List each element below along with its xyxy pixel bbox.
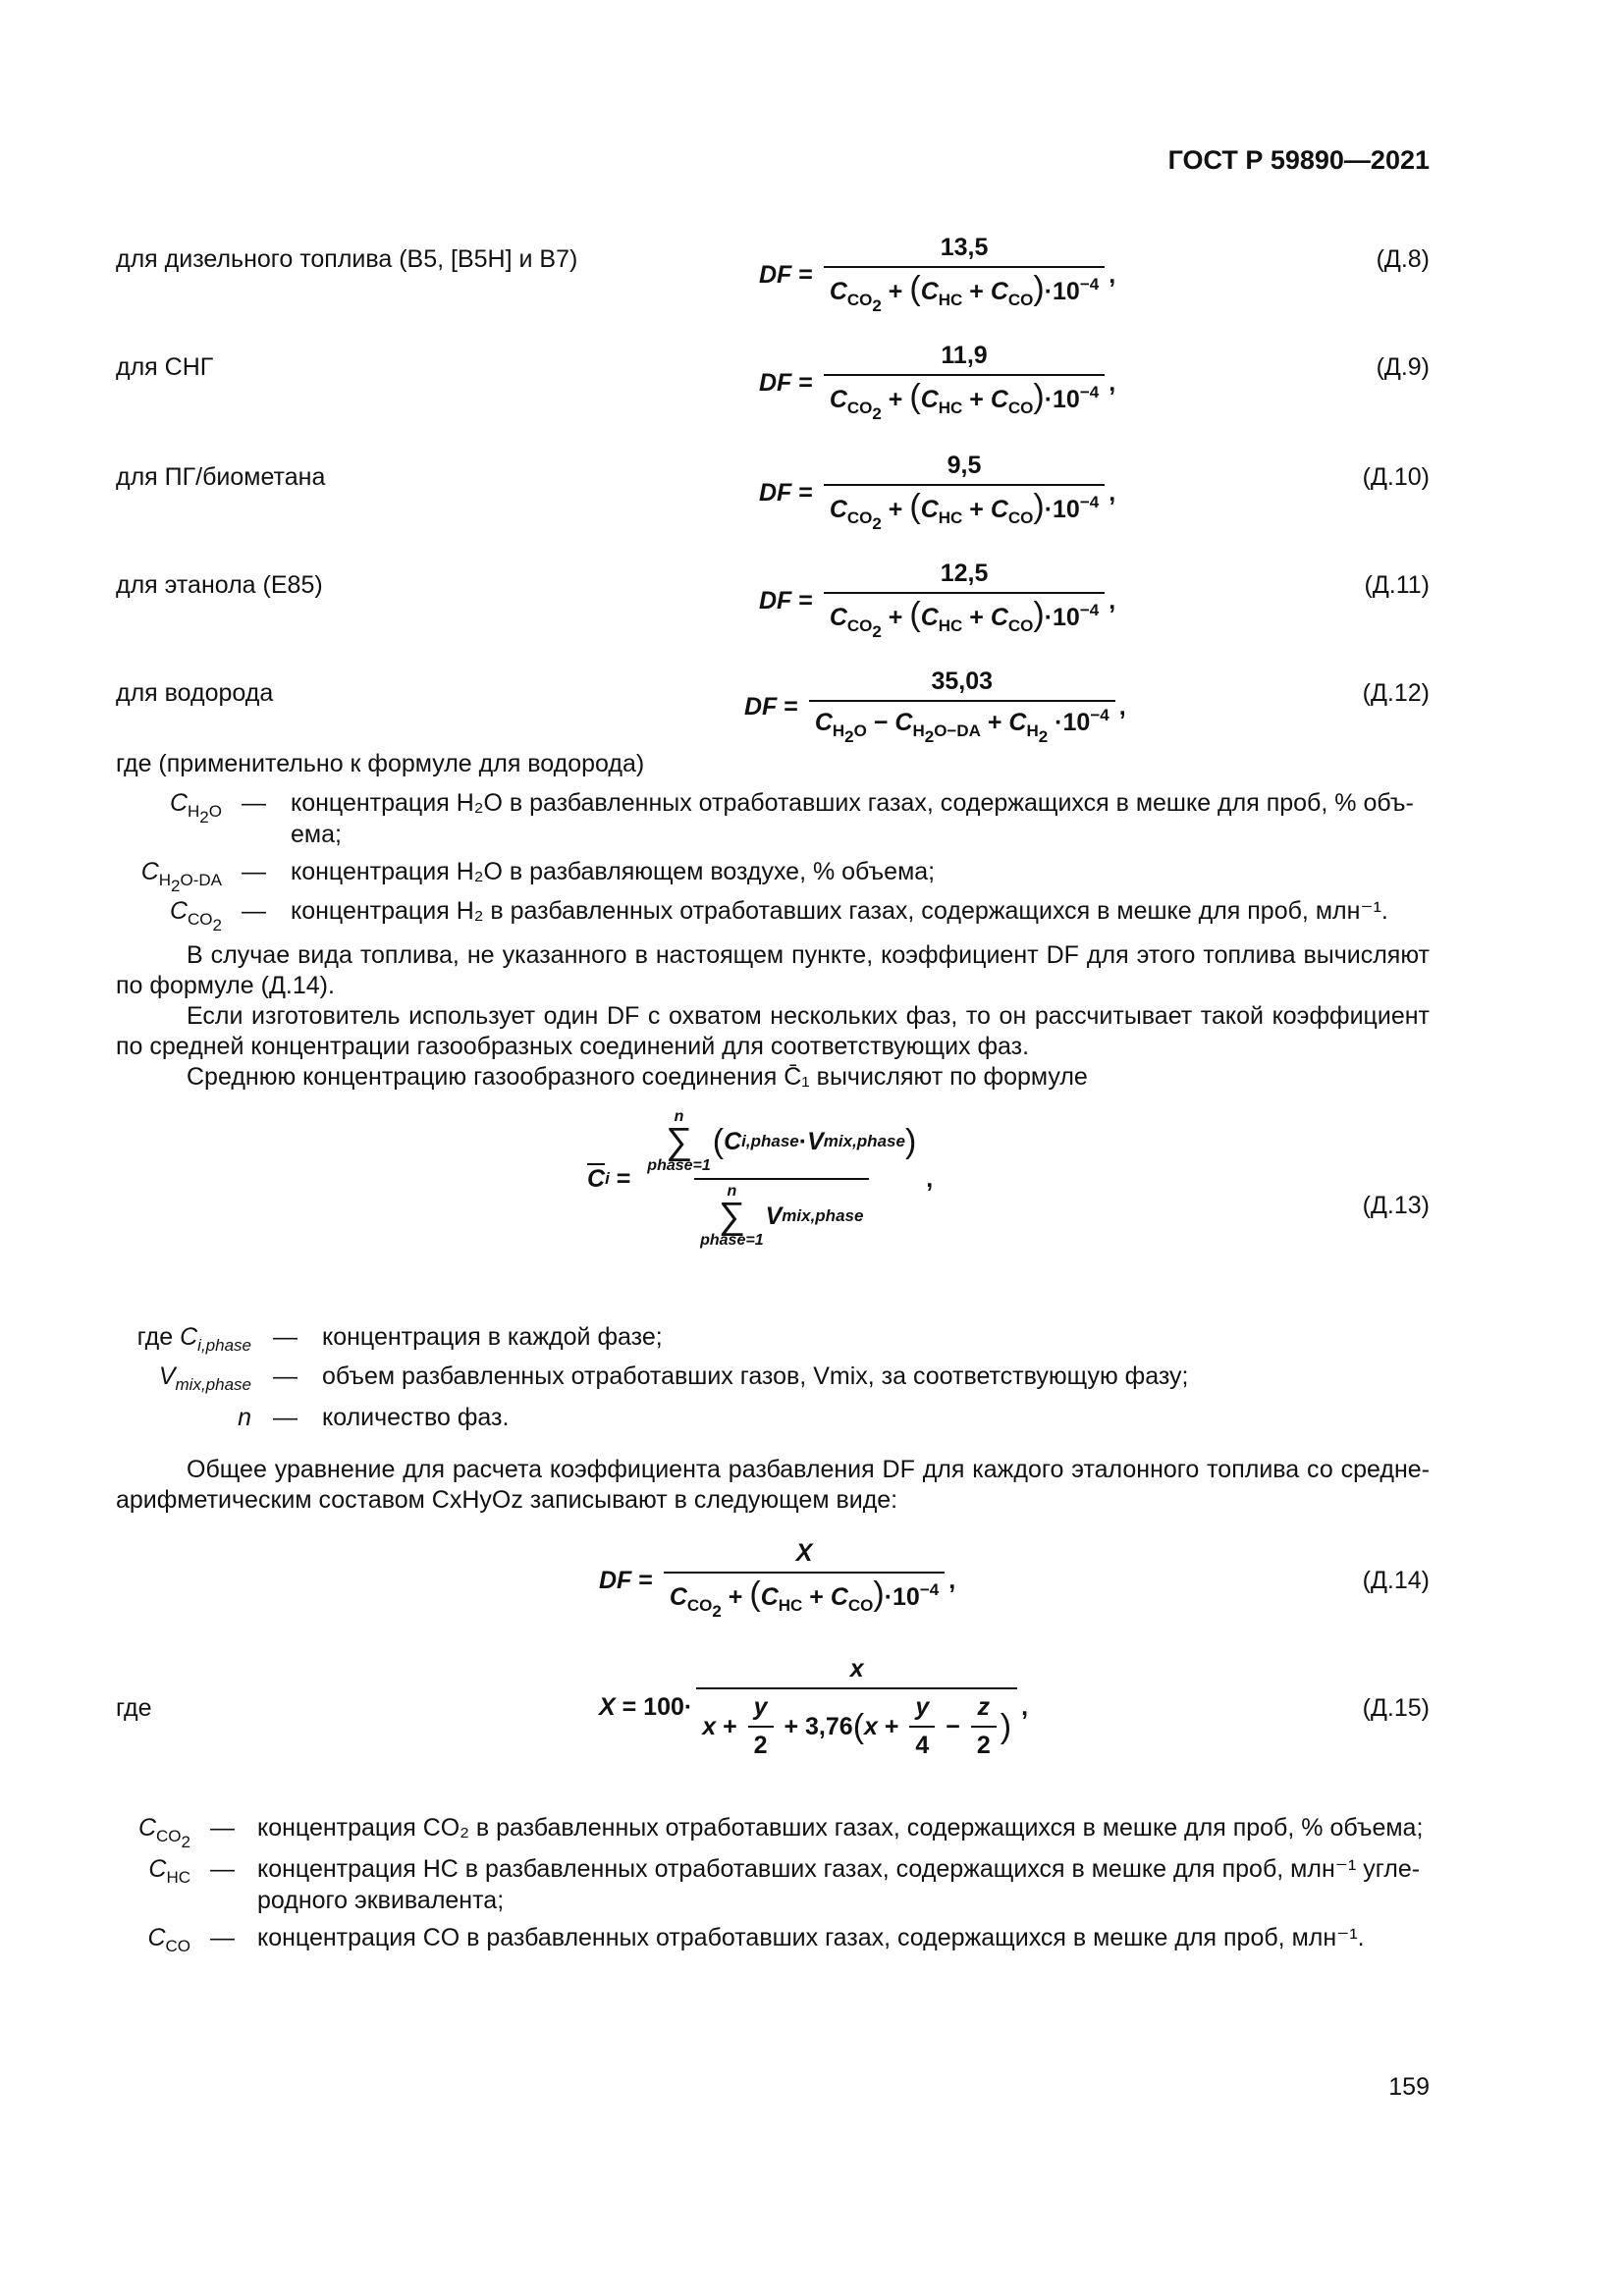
definition-item <box>0 1402 1434 1437</box>
numerator: 35,03 <box>931 667 994 695</box>
equation-number: (Д.14) <box>1362 1567 1430 1594</box>
definition-dash: — <box>242 897 266 925</box>
numerator: 11,9 <box>941 342 988 369</box>
definition-symbol: $C_{H2O-DA}$ <box>140 858 222 895</box>
document-id: ГОСТ Р 59890—2021 <box>1167 145 1430 175</box>
definition-item <box>0 895 1434 934</box>
equation-number: (Д.12) <box>1362 679 1430 707</box>
definition-text: количество фаз. <box>322 1404 510 1431</box>
paragraph: Среднюю концентрацию газообразного соединения C̄₁ вычисляют по формуле <box>187 1063 1088 1091</box>
paragraph: Общее уравнение для расчета коэффициента разбавления DF для каждого эталонного топлива со средне-арифметическим составом CxHyOz записывают в следующем виде: <box>116 1456 1430 1514</box>
numerator: 9,5 <box>947 452 982 479</box>
formula-label: для СНГ <box>116 353 214 381</box>
formula-label: для водорода <box>116 679 274 707</box>
numerator: 12,5 <box>940 560 989 587</box>
formula-row <box>116 342 1430 450</box>
formula-row <box>116 1109 1430 1276</box>
definition-item <box>0 1853 1434 1922</box>
definition-text: концентрация HC в разбавленных отработавших газах, содержащихся в мешке для проб, млн⁻¹ угле-родного эквивалента; <box>257 1855 1421 1914</box>
definition-text: концентрация H₂ в разбавленных отработавших газах, содержащихся в мешке для проб, млн⁻¹. <box>291 897 1388 925</box>
formula-x: X = 100· x x + $\frac{y}{2}$ + 3,76 ( x + $\frac{y}{4}$ − $\frac{z}{2}$ ) , <box>599 1655 1029 1759</box>
definition-symbol: n <box>238 1404 251 1431</box>
definition-symbol: $C_{CO}$ <box>147 1924 190 1955</box>
definition-item <box>0 1321 1434 1357</box>
equation-number: (Д.8) <box>1376 245 1430 273</box>
definition-text: концентрация CO в разбавленных отработавших газах, содержащихся в мешке для проб, млн⁻¹. <box>257 1924 1365 1951</box>
definition-item <box>0 1361 1434 1396</box>
equation-number: (Д.11) <box>1364 571 1430 599</box>
definition-symbol: $C_{HC}$ <box>148 1855 190 1887</box>
equation-number: (Д.10) <box>1362 463 1430 491</box>
formula-df: DF = $\frac{13,5}{C_{CO2} + (C_{HC} + C_{CO})\cdot 10^{-4}}$ , <box>759 234 1116 315</box>
formula-row <box>116 452 1430 560</box>
definition-dash: — <box>210 1855 235 1883</box>
definition-item <box>0 856 1434 895</box>
equation-number: (Д.15) <box>1362 1694 1430 1722</box>
definition-dash: — <box>273 1404 298 1431</box>
formula-df-hydrogen: DF = $\frac{35,03}{C_{H2O} - C_{H2O-DA} + C_{H2} \cdot 10^{-4}}$ , <box>744 667 1126 746</box>
formula-label: где <box>116 1694 152 1722</box>
definition-symbol: $C_{CO2}$ <box>137 1814 190 1851</box>
definition-item <box>0 1812 1434 1851</box>
paragraph: В случае вида топлива, не указанного в настоящем пункте, коэффициент DF для этого топлива вычисляют по формуле (Д.14). <box>116 941 1430 999</box>
formula-row <box>116 234 1430 342</box>
definition-text: концентрация CO₂ в разбавленных отработавших газах, содержащихся в мешке для проб, % объема; <box>257 1814 1424 1842</box>
formula-df: DF = $\frac{12,5}{C_{CO2} + (C_{HC} + C_{CO})\cdot 10^{-4}}$ , <box>759 560 1116 641</box>
definition-symbol: $V_{mix,phase}$ <box>158 1362 251 1394</box>
definition-item <box>0 1922 1434 1957</box>
formula-label: для ПГ/биометана <box>116 463 326 491</box>
formula-row <box>116 1539 1430 1653</box>
equation-number: (Д.13) <box>1362 1192 1430 1219</box>
formula-row <box>116 1655 1430 1800</box>
page-number: 159 <box>1388 2073 1430 2101</box>
numerator: 13,5 <box>940 234 989 261</box>
definition-symbol: $C_{CO2}$ <box>169 897 222 934</box>
definition-dash: — <box>242 789 266 817</box>
definition-dash: — <box>242 858 266 885</box>
equation-number: (Д.9) <box>1376 353 1430 381</box>
formula-df: DF = $\frac{9,5}{C_{CO2} + (C_{HC} + C_{CO})\cdot 10^{-4}}$ , <box>759 452 1116 533</box>
definition-dash: — <box>210 1814 235 1842</box>
definition-text: концентрация H₂O в разбавленных отработавших газах, содержащихся в мешке для проб, % объ-ема; <box>291 789 1414 848</box>
formula-df-general: DF = $\frac{X}{C_{CO2} + (C_{HC} + C_{CO})\cdot 10^{-4}}$ , <box>599 1539 956 1621</box>
formula-average-concentration: $\overline{C}$ i = n ∑ phase=1 ( C i,phase · V mix,phase ) n ∑ phase=1 V mix,phase , <box>587 1108 934 1250</box>
paragraph: Если изготовитель использует один DF с охватом нескольких фаз, то он рассчитывает такой коэффициент по средней концентрации газообразных соединений для соответствующих фаз. <box>116 1002 1430 1060</box>
definition-item <box>0 787 1434 856</box>
definition-text: концентрация H₂O в разбавляющем воздухе, % объема; <box>291 858 936 885</box>
definition-dash: — <box>273 1362 298 1390</box>
definition-text: концентрация в каждой фазе; <box>322 1323 663 1351</box>
formula-df: DF = $\frac{11,9}{C_{CO2} + (C_{HC} + C_{CO})\cdot 10^{-4}}$ , <box>759 342 1116 423</box>
formula-row <box>116 560 1430 667</box>
definition-dash: — <box>210 1924 235 1951</box>
where-clause: где (применительно к формуле для водорода) <box>116 750 645 777</box>
formula-label: для этанола (E85) <box>116 571 323 599</box>
definition-symbol: $C_{H2O}$ <box>169 789 222 827</box>
definition-text: объем разбавленных отработавших газов, Vmix, за соответствующую фазу; <box>322 1362 1189 1390</box>
formula-label: для дизельного топлива (B5, [B5H] и B7) <box>116 245 578 273</box>
definition-symbol: где $C_{i,phase}$ <box>136 1323 251 1355</box>
definition-dash: — <box>273 1323 298 1351</box>
